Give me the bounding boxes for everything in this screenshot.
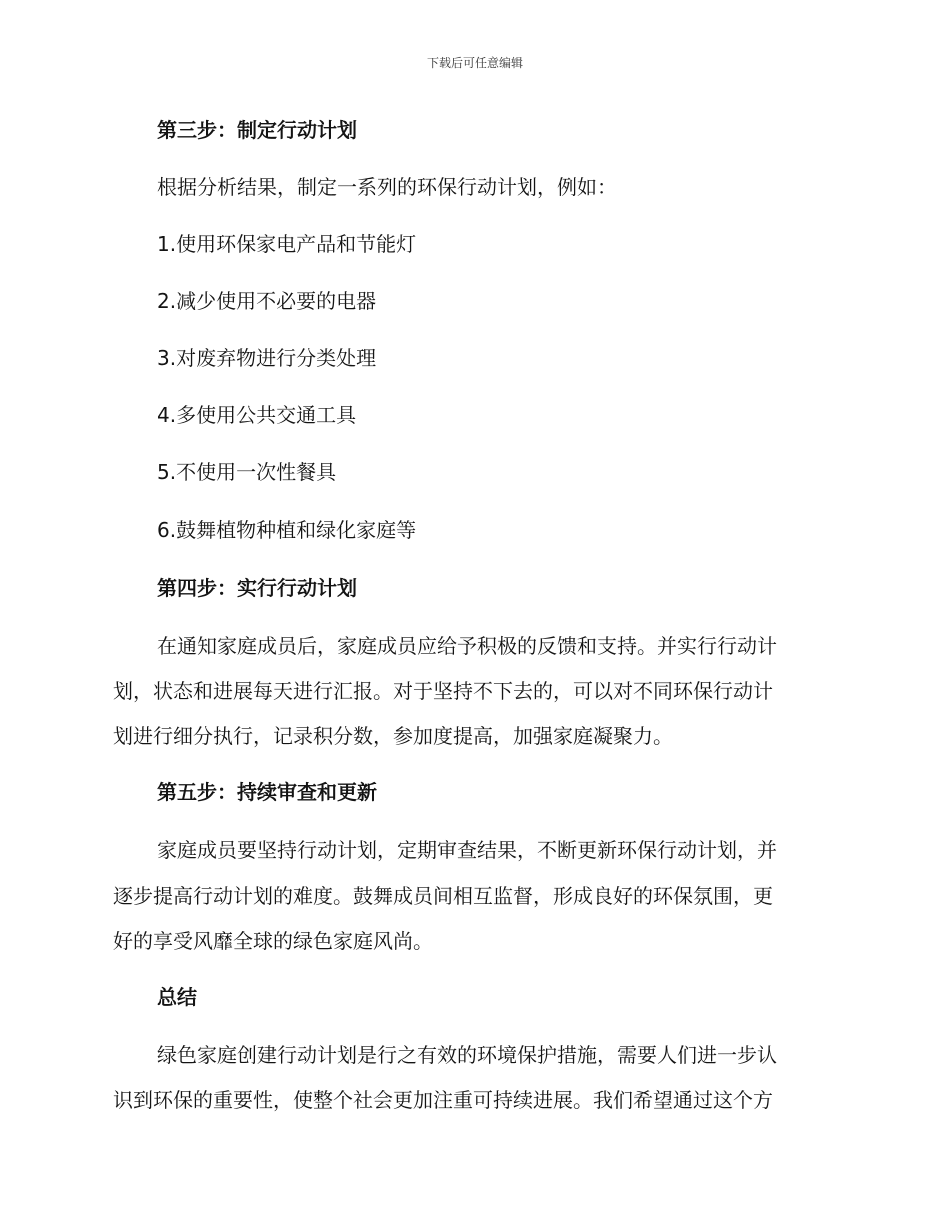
step5-heading: 第五步：持续审查和更新 xyxy=(157,780,377,804)
step3-heading: 第三步：制定行动计划 xyxy=(157,118,357,142)
list-item: 2.减少使用不必要的电器 xyxy=(157,289,377,313)
step5-paragraph-line: 好的享受风靡全球的绿色家庭风尚。 xyxy=(113,929,433,953)
step4-heading: 第四步：实行行动计划 xyxy=(157,576,357,600)
list-item: 6.鼓舞植物种植和绿化家庭等 xyxy=(157,518,417,542)
step5-paragraph-line: 逐步提高行动计划的难度。鼓舞成员间相互监督，形成良好的环保氛围，更 xyxy=(113,884,773,908)
list-item: 4.多使用公共交通工具 xyxy=(157,403,357,427)
list-item: 5.不使用一次性餐具 xyxy=(157,460,337,484)
step4-paragraph-line: 划，状态和进展每天进行汇报。对于坚持不下去的，可以对不同环保行动计 xyxy=(113,679,773,703)
list-item: 1.使用环保家电产品和节能灯 xyxy=(157,232,417,256)
step5-paragraph-line: 家庭成员要坚持行动计划，定期审查结果，不断更新环保行动计划，并 xyxy=(157,838,777,862)
page-header: 下载后可任意编辑 xyxy=(426,56,523,70)
list-item: 3.对废弃物进行分类处理 xyxy=(157,346,377,370)
summary-paragraph-line: 识到环保的重要性，使整个社会更加注重可持续进展。我们希望通过这个方 xyxy=(113,1088,773,1112)
summary-paragraph-line: 绿色家庭创建行动计划是行之有效的环境保护措施，需要人们进一步认 xyxy=(157,1043,777,1067)
step4-paragraph-line: 在通知家庭成员后，家庭成员应给予积极的反馈和支持。并实行行动计 xyxy=(157,634,777,658)
step4-paragraph-line: 划进行细分执行，记录积分数，参加度提高，加强家庭凝聚力。 xyxy=(113,724,673,748)
step3-intro: 根据分析结果，制定一系列的环保行动计划，例如： xyxy=(157,175,617,199)
summary-heading: 总结 xyxy=(157,985,197,1009)
